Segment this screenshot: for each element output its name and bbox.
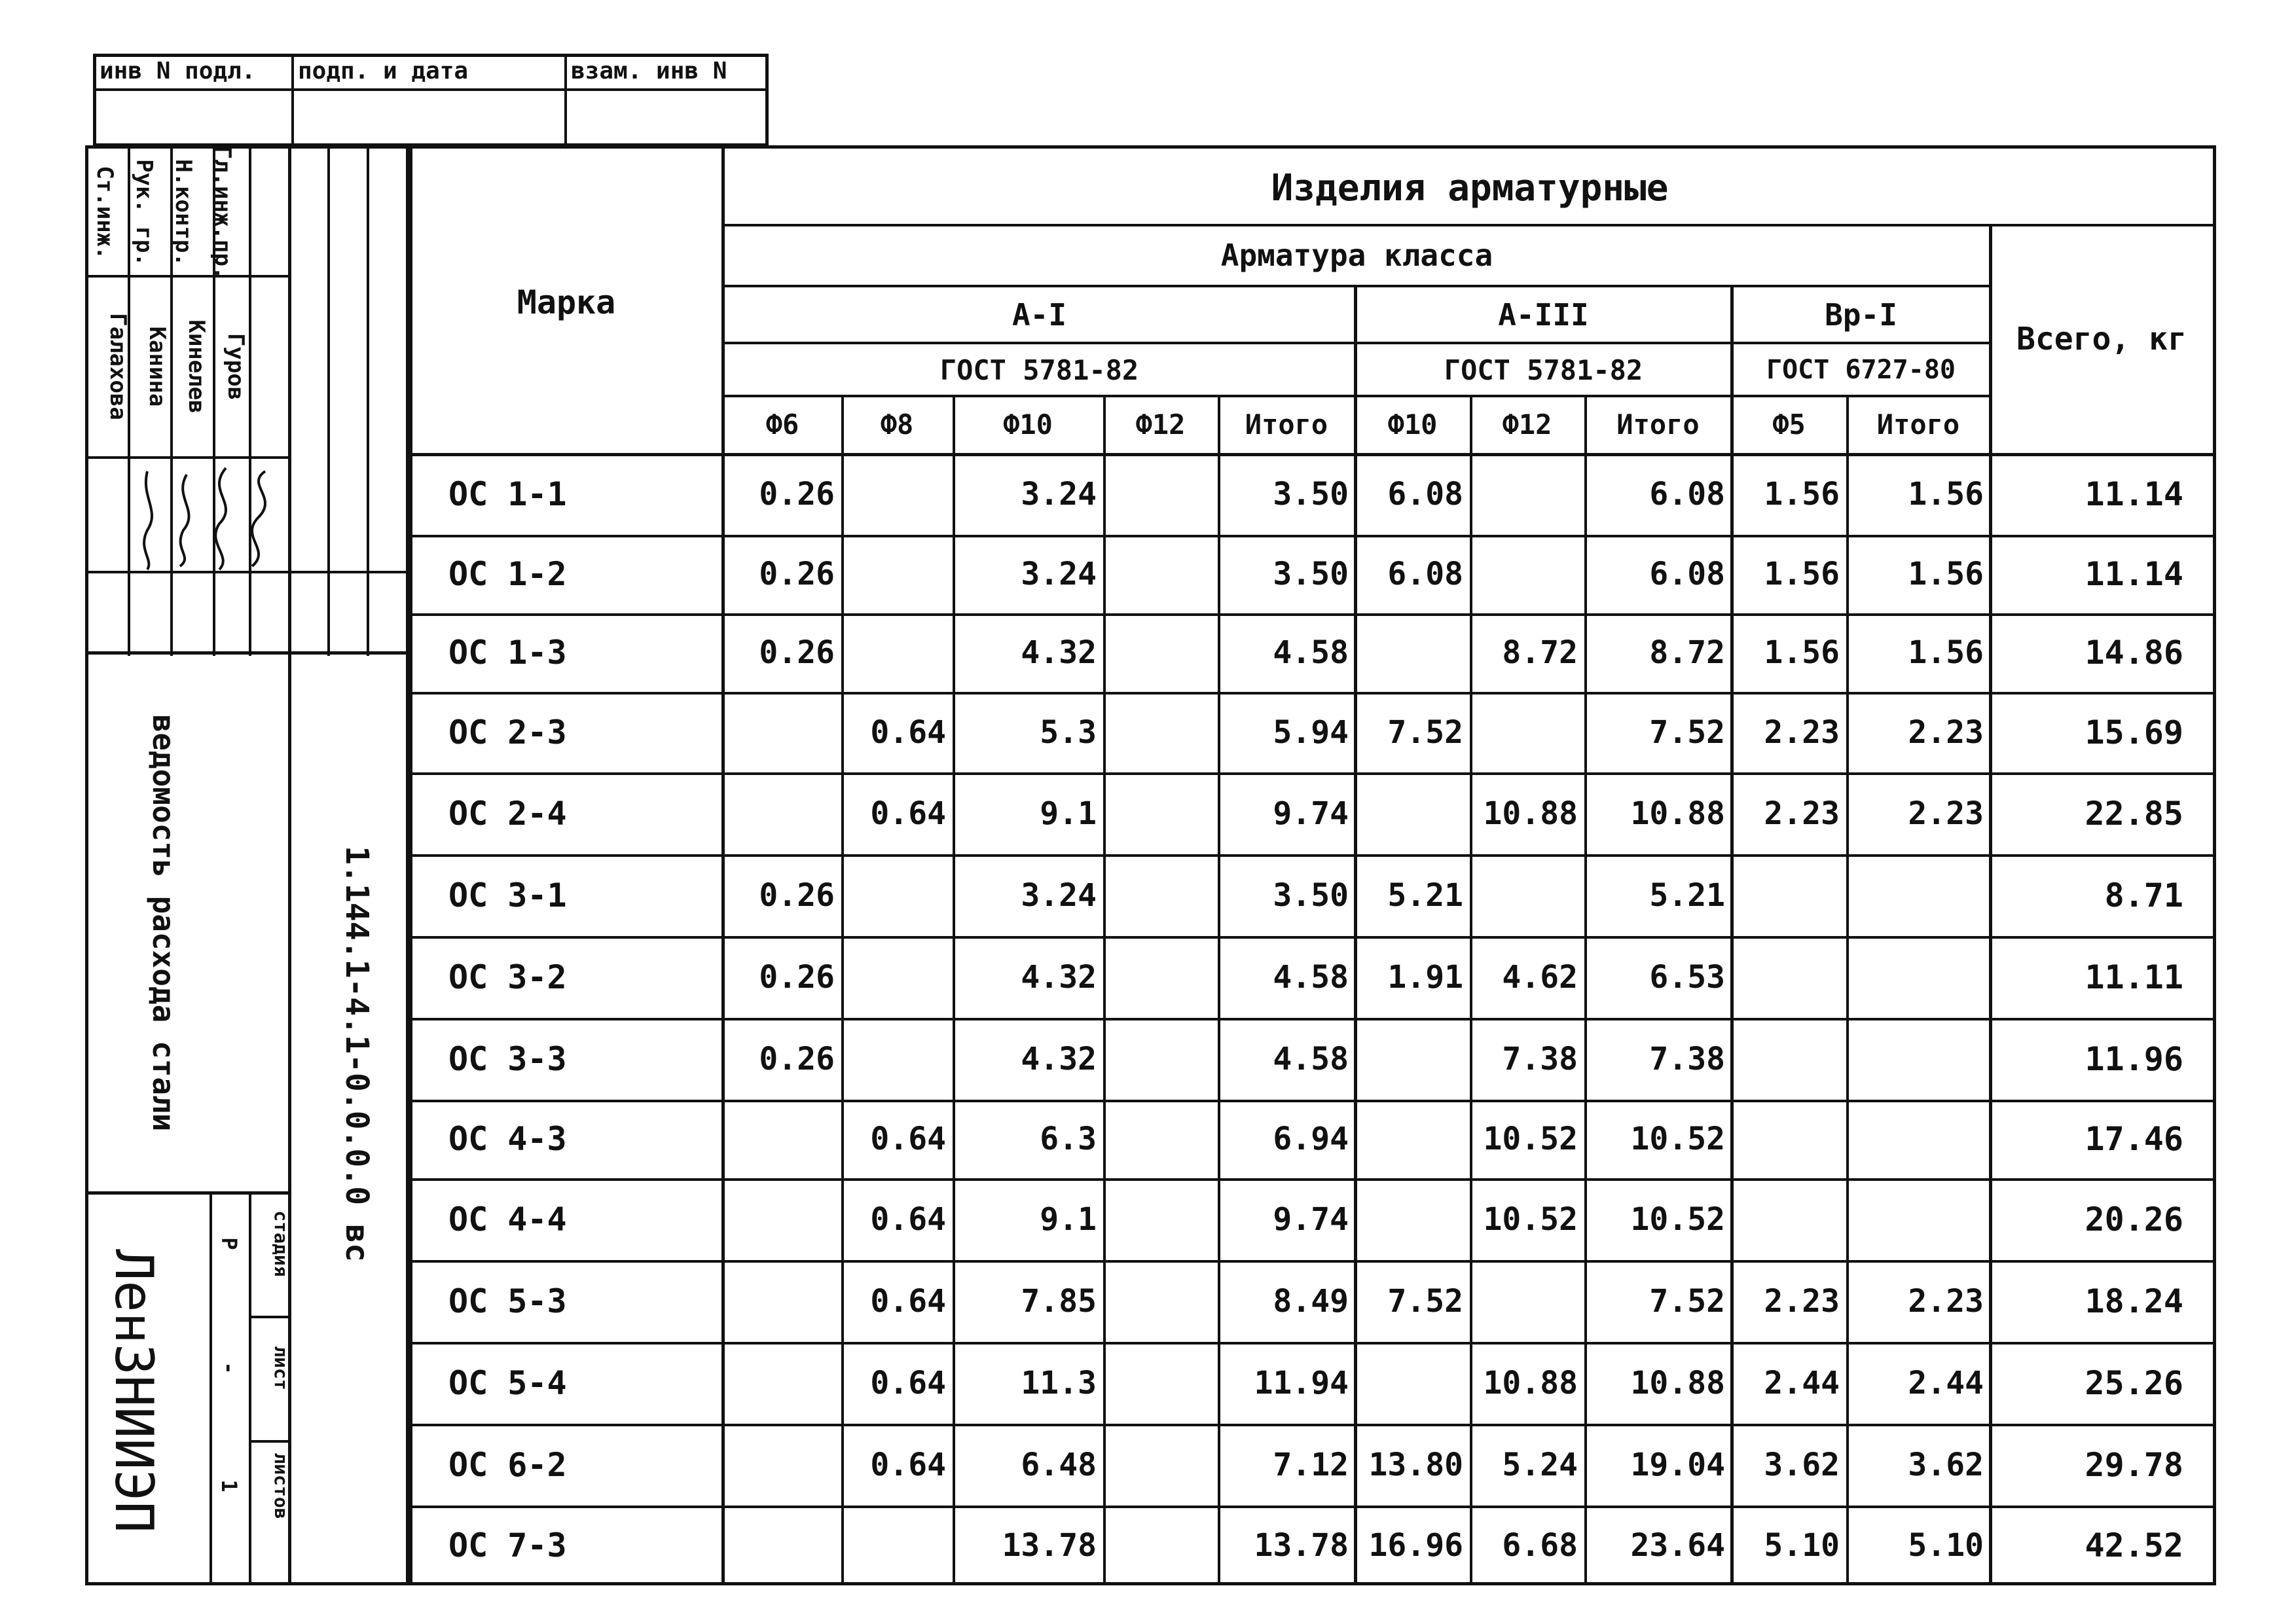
table-cell: 10.52 bbox=[1483, 1121, 1578, 1157]
table-cell bbox=[723, 1506, 835, 1585]
table-cell bbox=[1103, 1506, 1211, 1585]
table-cell: 0.26 bbox=[759, 958, 835, 996]
table-cell: 6.94 bbox=[1273, 1121, 1349, 1157]
row-total: 25.26 bbox=[2085, 1363, 2183, 1402]
table-cell bbox=[1846, 936, 1984, 1018]
row-mark: ОС 7-3 bbox=[448, 1526, 567, 1564]
class-vr1-name: Вр-I bbox=[1825, 297, 1897, 333]
table-cell: 4.58 bbox=[1273, 1040, 1349, 1077]
row-mark: ОС 1-3 bbox=[448, 634, 567, 672]
table-cell bbox=[1732, 1178, 1840, 1260]
table-cell: 1.56 bbox=[1764, 634, 1840, 671]
class-a1-name: А-I bbox=[1011, 297, 1067, 333]
table-cell bbox=[1103, 772, 1211, 854]
row-total: 11.14 bbox=[2085, 475, 2183, 513]
table-cell: 1.91 bbox=[1387, 958, 1463, 996]
table-cell bbox=[1355, 1178, 1463, 1260]
table-cell: 3.24 bbox=[1021, 876, 1097, 914]
table-cell: 6.53 bbox=[1649, 958, 1725, 996]
table-cell bbox=[841, 453, 946, 535]
table-cell: 3.62 bbox=[1764, 1446, 1840, 1483]
table-cell: 13.78 bbox=[1254, 1527, 1349, 1564]
table-cell: 23.64 bbox=[1630, 1527, 1725, 1564]
table-cell: 2.44 bbox=[1764, 1364, 1840, 1401]
table-cell: 0.64 bbox=[870, 1282, 946, 1320]
table-cell bbox=[1470, 854, 1578, 936]
class-vr1-gost: ГОСТ 6727-80 bbox=[1766, 355, 1956, 385]
role-st-inzh: Ст.инж. bbox=[92, 166, 118, 260]
column-header: Ф8 bbox=[880, 408, 914, 441]
table-cell: 10.88 bbox=[1630, 795, 1725, 832]
name-galakhova: Галахова bbox=[105, 313, 131, 420]
row-total: 17.46 bbox=[2085, 1120, 2183, 1158]
table-cell bbox=[723, 1100, 835, 1178]
table-cell bbox=[1846, 854, 1984, 936]
table-cell: 2.23 bbox=[1908, 1282, 1984, 1320]
table-cell: 13.78 bbox=[1002, 1527, 1097, 1564]
table-cell bbox=[1355, 1342, 1463, 1424]
column-header: Ф5 bbox=[1772, 408, 1806, 441]
column-header: Ф6 bbox=[765, 408, 799, 441]
table-cell bbox=[1103, 1178, 1211, 1260]
table-cell: 5.24 bbox=[1502, 1446, 1578, 1483]
table-cell bbox=[1103, 936, 1211, 1018]
table-cell: 11.3 bbox=[1021, 1364, 1097, 1401]
row-total: 42.52 bbox=[2085, 1526, 2183, 1564]
table-cell bbox=[1355, 772, 1463, 854]
table-cell: 2.44 bbox=[1908, 1364, 1984, 1401]
row-total: 20.26 bbox=[2085, 1200, 2183, 1238]
table-cell bbox=[723, 772, 835, 854]
table-cell: 10.52 bbox=[1483, 1200, 1578, 1238]
table-cell: 10.52 bbox=[1630, 1200, 1725, 1238]
class-a1-gost: ГОСТ 5781-82 bbox=[939, 353, 1139, 386]
table-cell bbox=[1355, 1018, 1463, 1100]
table-cell bbox=[841, 1506, 946, 1585]
table-cell bbox=[1732, 854, 1840, 936]
role-ruk-gr: Рук. гр. bbox=[131, 159, 157, 266]
signatures bbox=[128, 458, 291, 573]
subgroup-title: Арматура класса bbox=[1220, 238, 1493, 273]
table-cell: 7.52 bbox=[1387, 713, 1463, 751]
table-cell: 8.72 bbox=[1649, 634, 1725, 671]
stadiya-label: стадия bbox=[270, 1210, 293, 1277]
table-cell bbox=[1103, 1018, 1211, 1100]
table-cell: 9.1 bbox=[1040, 795, 1097, 832]
class-a3-name: А-III bbox=[1498, 297, 1589, 333]
table-cell: 3.50 bbox=[1273, 475, 1349, 513]
table-cell bbox=[723, 692, 835, 772]
table-cell: 10.88 bbox=[1483, 1364, 1578, 1401]
column-header: Ф10 bbox=[1387, 408, 1438, 441]
row-total: 8.71 bbox=[2104, 876, 2183, 914]
table-cell: 3.50 bbox=[1273, 876, 1349, 914]
row-mark: ОС 6-2 bbox=[448, 1445, 567, 1484]
row-mark: ОС 3-1 bbox=[448, 876, 567, 914]
table-cell bbox=[1732, 1018, 1840, 1100]
table-cell: 7.38 bbox=[1649, 1040, 1725, 1077]
table-cell bbox=[1846, 1178, 1984, 1260]
table-cell: 1.56 bbox=[1908, 634, 1984, 671]
column-header: Итого bbox=[1245, 408, 1328, 441]
table-cell: 7.52 bbox=[1649, 713, 1725, 751]
table-cell: 13.80 bbox=[1368, 1446, 1463, 1483]
table-cell: 7.38 bbox=[1502, 1040, 1578, 1077]
table-cell bbox=[1470, 535, 1578, 613]
table-cell: 5.21 bbox=[1649, 876, 1725, 914]
column-header: Итого bbox=[1616, 408, 1700, 441]
table-cell: 11.94 bbox=[1254, 1364, 1349, 1401]
table-cell bbox=[723, 1424, 835, 1506]
table-cell: 10.88 bbox=[1483, 795, 1578, 832]
table-cell bbox=[1103, 1342, 1211, 1424]
table-cell: 8.72 bbox=[1502, 634, 1578, 671]
row-total: 22.85 bbox=[2085, 794, 2183, 833]
doc-code: 1.144.1-4.1-0.0.0.0 вс bbox=[338, 846, 375, 1262]
table-cell bbox=[1846, 1018, 1984, 1100]
table-cell: 0.26 bbox=[759, 876, 835, 914]
table-cell: 3.62 bbox=[1908, 1446, 1984, 1483]
table-cell bbox=[841, 854, 946, 936]
table-cell bbox=[1103, 1100, 1211, 1178]
organization-name: ЛенЗНИИЭП bbox=[103, 1249, 165, 1533]
column-header: Ф12 bbox=[1135, 408, 1186, 441]
table-cell: 5.10 bbox=[1908, 1527, 1984, 1564]
role-n-kontr: Н.контр. bbox=[170, 159, 196, 266]
table-cell: 6.08 bbox=[1387, 556, 1463, 592]
row-total: 29.78 bbox=[2085, 1445, 2183, 1484]
table-cell: 7.52 bbox=[1649, 1282, 1725, 1320]
table-cell: 0.64 bbox=[870, 1121, 946, 1157]
row-total: 18.24 bbox=[2085, 1282, 2183, 1320]
table-cell bbox=[841, 936, 946, 1018]
table-cell: 2.23 bbox=[1764, 795, 1840, 832]
name-kanina: Канина bbox=[144, 326, 170, 407]
table-cell: 8.49 bbox=[1273, 1282, 1349, 1320]
table-cell: 5.21 bbox=[1387, 876, 1463, 914]
table-cell bbox=[841, 613, 946, 692]
table-cell: 0.64 bbox=[870, 1364, 946, 1401]
table-cell bbox=[1103, 1260, 1211, 1342]
table-cell bbox=[1103, 854, 1211, 936]
row-total: 11.96 bbox=[2085, 1039, 2183, 1078]
table-cell bbox=[1355, 613, 1463, 692]
table-cell: 0.26 bbox=[759, 475, 835, 513]
table-cell: 19.04 bbox=[1630, 1446, 1725, 1483]
table-cell: 1.56 bbox=[1764, 475, 1840, 513]
table-cell bbox=[723, 1178, 835, 1260]
table-cell bbox=[1732, 936, 1840, 1018]
class-a3-gost: ГОСТ 5781-82 bbox=[1444, 353, 1643, 386]
table-cell: 2.23 bbox=[1908, 713, 1984, 751]
table-cell: 4.58 bbox=[1273, 958, 1349, 996]
table-cell: 9.74 bbox=[1273, 795, 1349, 832]
row-mark: ОС 5-3 bbox=[448, 1282, 567, 1320]
name-gurov: Гуров bbox=[223, 333, 249, 401]
table-cell bbox=[1355, 1100, 1463, 1178]
table-cell: 0.64 bbox=[870, 1200, 946, 1238]
list-label: лист bbox=[270, 1346, 293, 1390]
row-mark: ОС 3-3 bbox=[448, 1039, 567, 1078]
table-cell: 3.50 bbox=[1273, 556, 1349, 592]
column-header: Ф10 bbox=[1003, 408, 1053, 441]
role-gl-inzh: Гл.инж.пр. bbox=[210, 145, 236, 280]
table-cell bbox=[841, 1018, 946, 1100]
table-cell: 1.56 bbox=[1908, 556, 1984, 592]
table-cell: 4.32 bbox=[1021, 1040, 1097, 1077]
column-header: Ф12 bbox=[1502, 408, 1552, 441]
table-cell: 6.08 bbox=[1649, 556, 1725, 592]
listov-value: 1 bbox=[217, 1479, 242, 1492]
table-cell bbox=[1470, 453, 1578, 535]
table-cell: 5.94 bbox=[1273, 713, 1349, 751]
table-cell: 3.24 bbox=[1021, 556, 1097, 592]
table-cell: 6.68 bbox=[1502, 1527, 1578, 1564]
vzam-inv-label: взам. инв N bbox=[571, 58, 727, 84]
table-cell bbox=[1103, 453, 1211, 535]
table-cell bbox=[1103, 692, 1211, 772]
row-total: 14.86 bbox=[2085, 634, 2183, 672]
table-cell bbox=[1470, 1260, 1578, 1342]
table-cell: 5.3 bbox=[1040, 713, 1097, 751]
table-cell: 4.32 bbox=[1021, 634, 1097, 671]
table-cell bbox=[1846, 1100, 1984, 1178]
row-mark: ОС 2-4 bbox=[448, 794, 567, 833]
table-cell bbox=[1103, 613, 1211, 692]
table-cell bbox=[723, 1342, 835, 1424]
table-cell: 5.10 bbox=[1764, 1527, 1840, 1564]
row-mark: ОС 3-2 bbox=[448, 958, 567, 996]
table-cell: 0.26 bbox=[759, 1040, 835, 1077]
row-total: 15.69 bbox=[2085, 713, 2183, 751]
table-cell: 4.32 bbox=[1021, 958, 1097, 996]
table-cell: 4.62 bbox=[1502, 958, 1578, 996]
row-mark: ОС 4-3 bbox=[448, 1120, 567, 1158]
table-cell: 6.08 bbox=[1387, 475, 1463, 513]
row-mark: ОС 1-1 bbox=[448, 475, 567, 513]
row-mark: ОС 1-2 bbox=[448, 555, 567, 593]
name-kinelev: Кинелев bbox=[183, 319, 210, 414]
table-cell: 9.74 bbox=[1273, 1200, 1349, 1238]
row-total: 11.14 bbox=[2085, 555, 2183, 593]
table-cell: 6.3 bbox=[1040, 1121, 1097, 1157]
table-cell bbox=[723, 1260, 835, 1342]
mark-header: Марка bbox=[517, 283, 616, 321]
row-total: 11.11 bbox=[2085, 958, 2183, 996]
table-cell: 1.56 bbox=[1764, 556, 1840, 592]
list-value: - bbox=[217, 1362, 242, 1375]
row-mark: ОС 2-3 bbox=[448, 713, 567, 751]
table-cell bbox=[1103, 535, 1211, 613]
row-mark: ОС 4-4 bbox=[448, 1200, 567, 1238]
table-cell: 10.52 bbox=[1630, 1121, 1725, 1157]
stadiya-value: Р bbox=[217, 1237, 242, 1250]
table-cell bbox=[1103, 1424, 1211, 1506]
table-cell bbox=[1732, 1100, 1840, 1178]
table-cell: 16.96 bbox=[1368, 1527, 1463, 1564]
total-header: Всего, кг bbox=[2016, 320, 2187, 357]
table-cell bbox=[841, 535, 946, 613]
grid-line bbox=[723, 224, 2216, 226]
table-cell: 7.52 bbox=[1387, 1282, 1463, 1320]
table-cell: 6.08 bbox=[1649, 475, 1725, 513]
table-cell: 6.48 bbox=[1021, 1446, 1097, 1483]
table-cell: 0.64 bbox=[870, 713, 946, 751]
row-mark: ОС 5-4 bbox=[448, 1363, 567, 1402]
table-cell bbox=[1470, 692, 1578, 772]
column-header: Итого bbox=[1876, 408, 1960, 441]
table-cell: 2.23 bbox=[1908, 795, 1984, 832]
table-cell: 1.56 bbox=[1908, 475, 1984, 513]
group-title: Изделия арматурные bbox=[1271, 166, 1669, 209]
table-cell: 2.23 bbox=[1764, 713, 1840, 751]
table-cell: 9.1 bbox=[1040, 1200, 1097, 1238]
table-cell: 0.26 bbox=[759, 634, 835, 671]
podp-data-label: подп. и дата bbox=[298, 58, 469, 84]
table-cell: 3.24 bbox=[1021, 475, 1097, 513]
table-cell: 2.23 bbox=[1764, 1282, 1840, 1320]
table-cell: 0.64 bbox=[870, 795, 946, 832]
table-cell: 10.88 bbox=[1630, 1364, 1725, 1401]
table-cell: 0.26 bbox=[759, 556, 835, 592]
table-cell: 4.58 bbox=[1273, 634, 1349, 671]
listov-label: листов bbox=[270, 1453, 293, 1519]
inv-podl-label: инв N подл. bbox=[100, 58, 256, 84]
table-cell: 7.12 bbox=[1273, 1446, 1349, 1483]
table-cell: 7.85 bbox=[1021, 1282, 1097, 1320]
document-title: ведомость расхода стали bbox=[146, 714, 181, 1132]
table-cell: 0.64 bbox=[870, 1446, 946, 1483]
